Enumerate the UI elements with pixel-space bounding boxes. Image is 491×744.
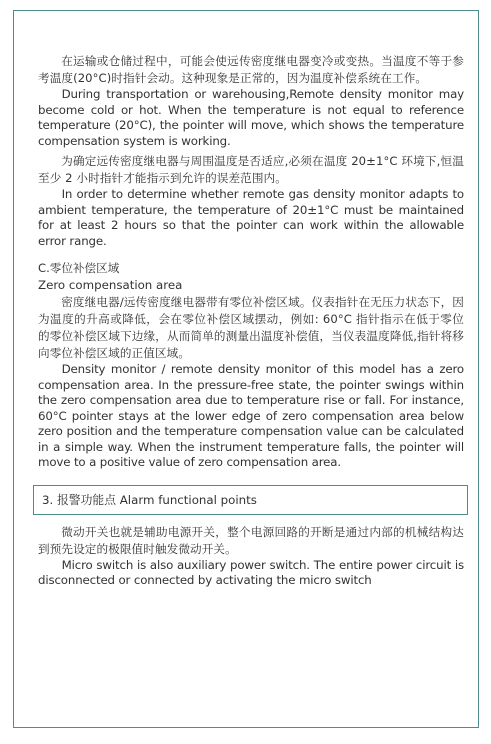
paragraph-transport-zh: 在运输或仓储过程中，可能会使远传密度继电器变冷或变热。当温度不等于参考温度(20°C)时指针会动。这种现象是正常的，因为温度补偿系统在工作。 [38, 54, 464, 85]
paragraph-micro-switch-en: Micro switch is also auxiliary power switch. The entire power circuit is disconnected or connected by activating the micro switch [38, 557, 464, 587]
document-content [38, 53, 464, 589]
paragraph-zero-en: Density monitor / remote density monitor of this model has a zero compensation area. In the pressure-free state, the pointer swings within the zero compensation area due to temperature rise or fall. For instance, 60°C pointer stays at the lower edge of zero compensation area below zero position and the temperature compensation value can be calculated in a simple way. When the instrument temperature falls, the pointer will move to a positive value of zero compensation area. [38, 362, 464, 469]
page-frame [13, 10, 479, 728]
section-alarm-functional-points: 3. 报警功能点 Alarm functional points [33, 485, 468, 515]
paragraph-ambient-en: In order to determine whether remote gas density monitor adapts to ambient temperature, the temperature of 20±1°C must be maintained for at least 2 hours so that the pointer can work within the allowable error range. [38, 187, 464, 248]
heading-zero-compensation-zh: C.零位补偿区域 [38, 261, 120, 275]
paragraph-ambient-zh: 为确定远传密度继电器与周围温度是否适应,必须在温度 20±1°C 环境下,恒温至少 2 小时指针才能指示到允许的误差范围内。 [38, 154, 464, 185]
paragraph-micro-switch-zh: 微动开关也就是辅助电源开关，整个电源回路的开断是通过内部的机械结构达到预先设定的极限值时触发微动开关。 [38, 524, 464, 556]
paragraph-transport-en: During transportation or warehousing,Remote density monitor may become cold or hot. When the temperature is not equal to reference temperature (20°C), the pointer will move, which shows the temperature compensation system is working. [38, 87, 464, 148]
heading-zero-compensation-en: Zero compensation area [38, 278, 183, 292]
paragraph-zero-zh: 密度继电器/远传密度继电器带有零位补偿区域。仪表指针在无压力状态下，因为温度的升高或降低，会在零位补偿区域摆动，例如: 60°C 指针指示在低于零位的零位补偿区域下边缘，从而简单的测量出温度补偿值，当仪表温度降低,指针将移向零位补偿区域的正值区域。 [38, 295, 464, 360]
